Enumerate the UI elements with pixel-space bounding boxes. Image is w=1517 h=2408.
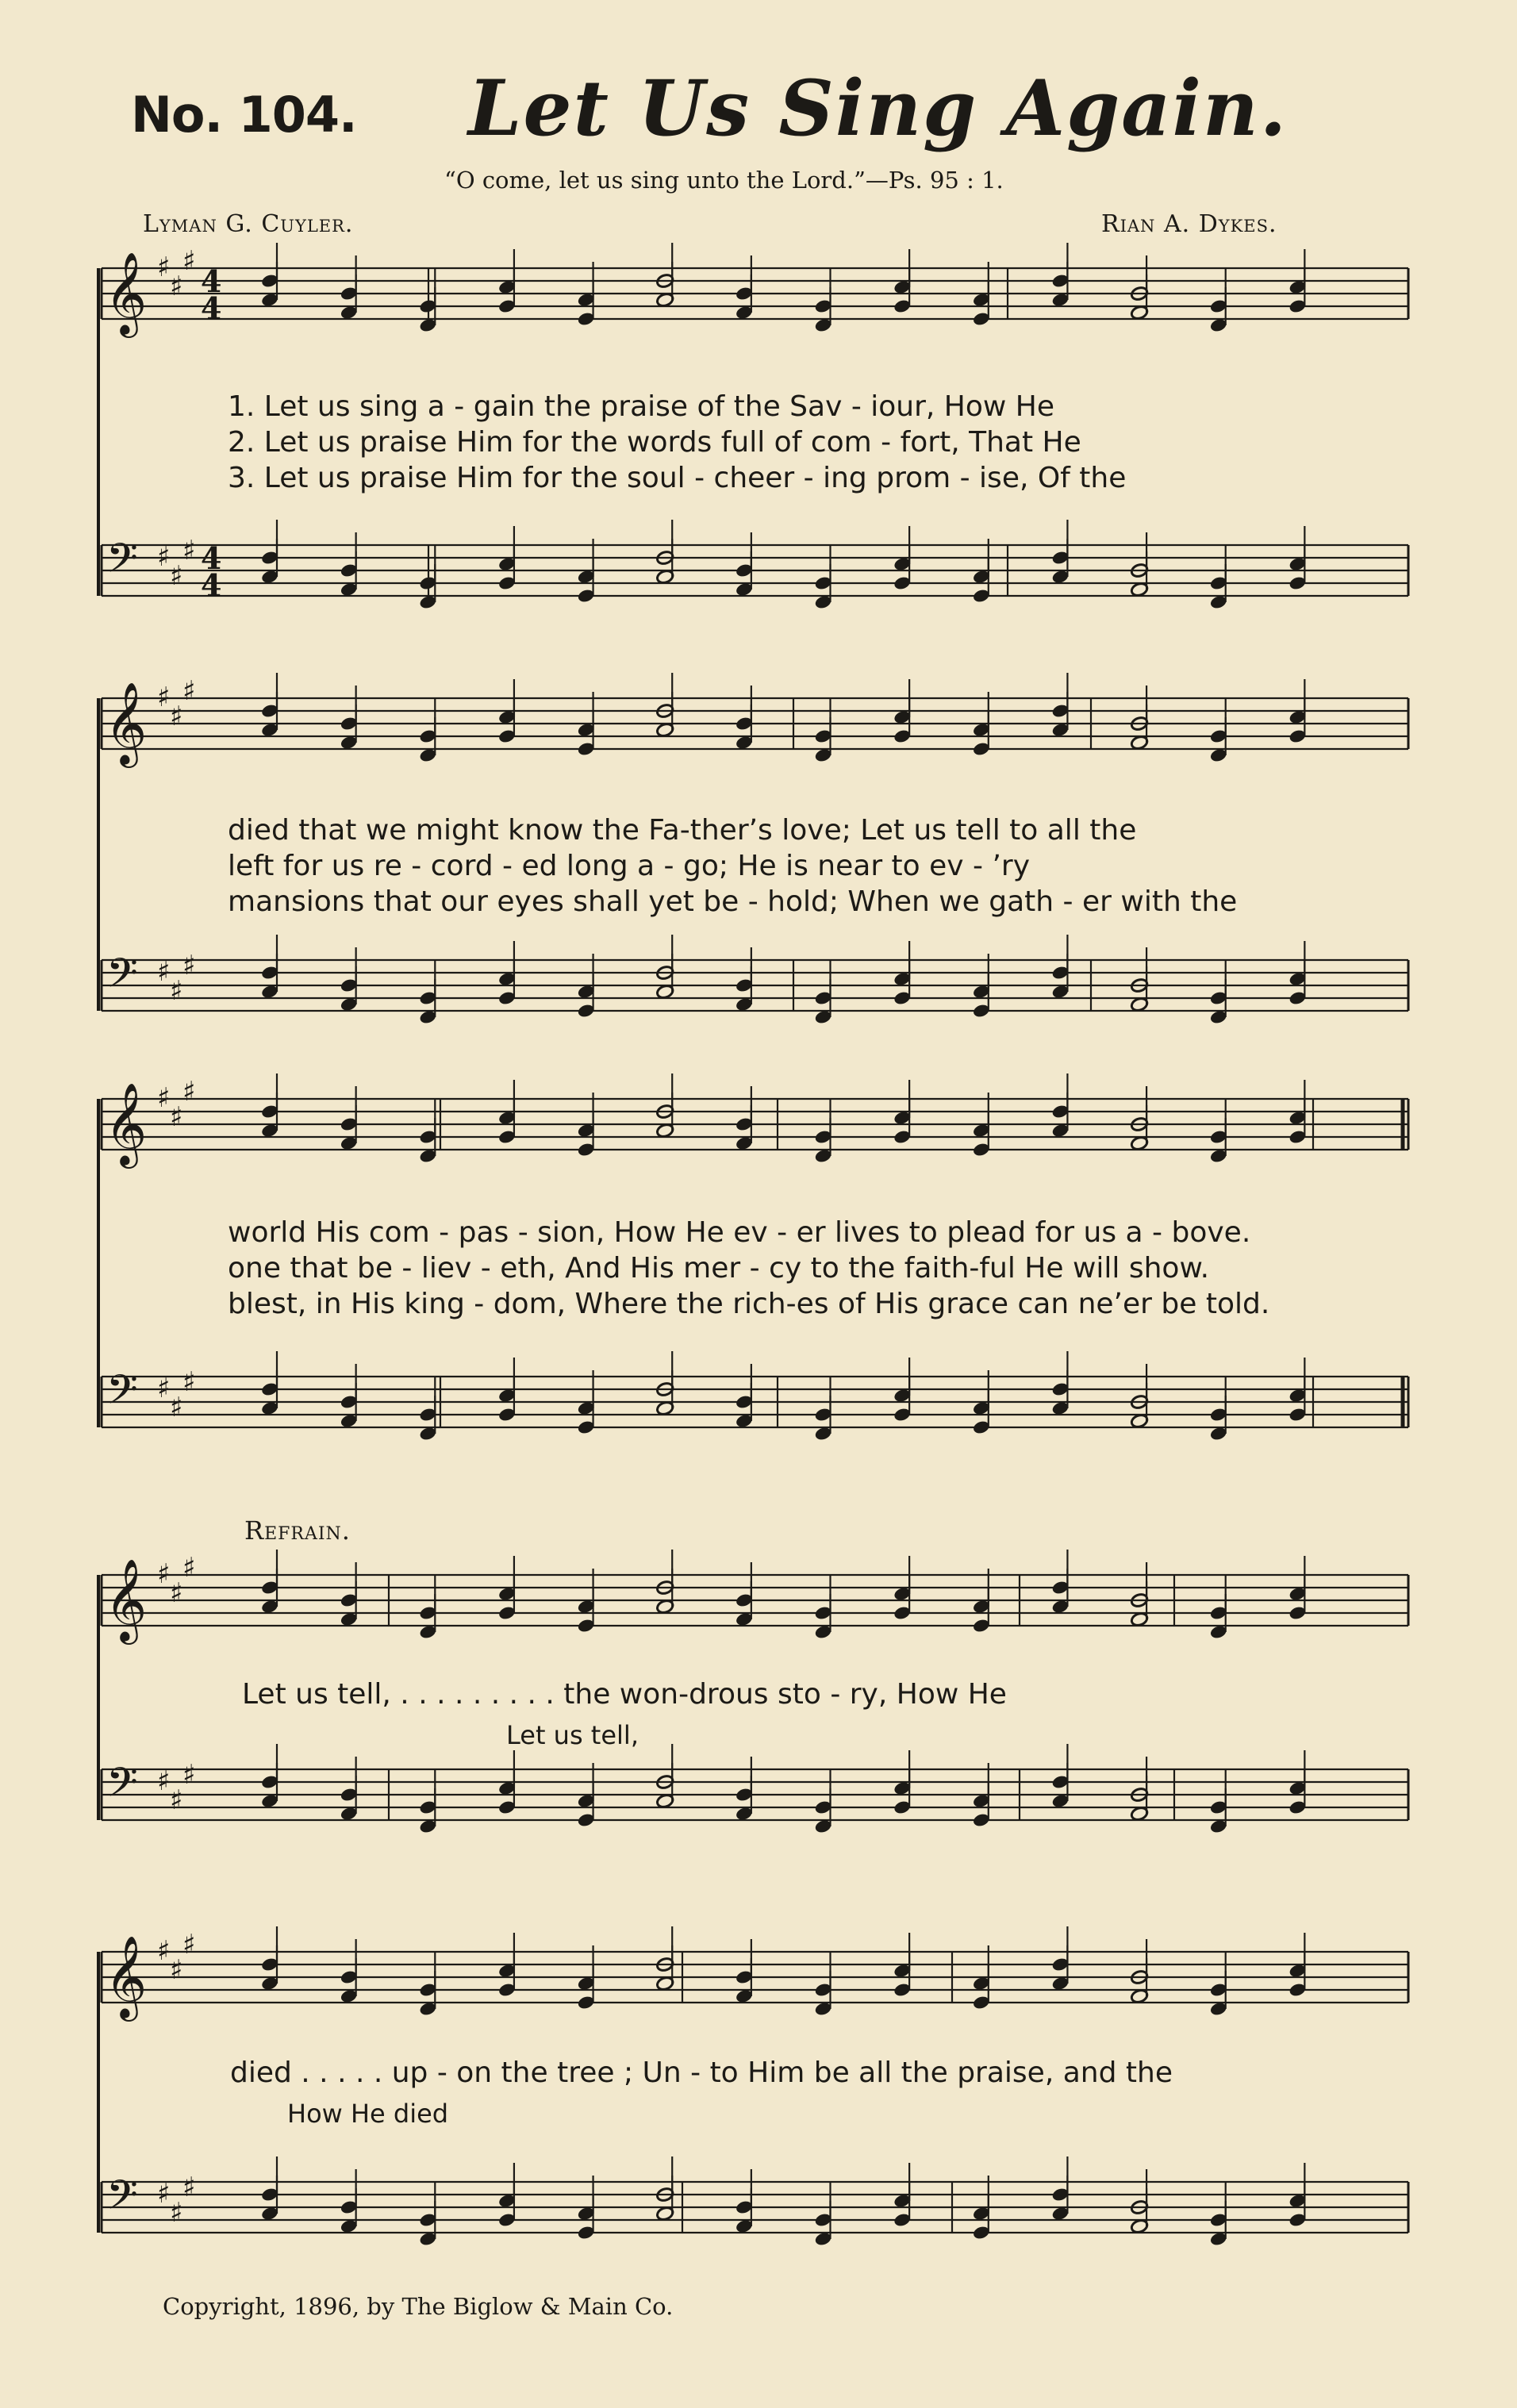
refrain-soprano-lyric: Let us tell, . . . . . . . . . the won-drous sto - ry, How He [242, 1678, 1007, 1711]
system3-verse2: one that be - liev - eth, And His mer - cy to the faith-ful He will show. [228, 1252, 1210, 1285]
staff-symbol: ♯ [170, 701, 183, 732]
hymn-title: Let Us Sing Again. [468, 63, 1288, 153]
staff-symbol: ♯ [170, 1954, 183, 1986]
staff-symbol: ♯ [157, 1558, 171, 1590]
staff-symbol: ♯ [182, 535, 196, 566]
staff-symbol: 𝄞 [105, 682, 148, 765]
system1-verse3: 3. Let us praise Him for the soul - cheer - ing prom - ise, Of the [228, 462, 1127, 494]
staff-symbol: ♯ [157, 1373, 171, 1404]
epigraph: “O come, let us sing unto the Lord.”—Ps. 95 : 1. [444, 167, 1004, 194]
staff-symbol: ♯ [182, 675, 196, 707]
system2-verse2: left for us re - cord - ed long a - go; He is near to ev - ’ry [228, 850, 1031, 882]
author-credit: Lyman G. Cuyler. [143, 210, 354, 238]
staff-symbol: ♯ [170, 2197, 183, 2229]
system2-verse3: mansions that our eyes shall yet be - hold; When we gath - er with the [228, 885, 1238, 918]
staff-symbol: 𝄞 [105, 252, 148, 335]
staff-symbol: ♯ [157, 252, 171, 283]
staff-symbol: ♯ [157, 2178, 171, 2210]
staff-symbol: ♯ [170, 1392, 183, 1423]
refrain-soprano-lyric-2: died . . . . . up - on the tree ; Un - to Him be all the praise, and the [230, 2057, 1173, 2089]
staff-symbol: ♯ [157, 1082, 171, 1114]
staff-symbol: ♯ [170, 975, 183, 1007]
staff-symbol: ♯ [182, 1552, 196, 1584]
staff-symbol: ♯ [157, 682, 171, 713]
staff-symbol: ♯ [182, 1076, 196, 1108]
staff-symbol: ♯ [182, 950, 196, 981]
system2-verse1: died that we might know the Fa-ther’s love; Let us tell to all the [228, 814, 1137, 847]
refrain-bass-lyric-2: How He died [287, 2099, 449, 2129]
staff-symbol: ♯ [170, 1577, 183, 1609]
system3-verse1: world His com - pas - sion, How He ev - er lives to plead for us a - bove. [228, 1216, 1251, 1249]
staff-symbol: 𝄢 [106, 2171, 138, 2229]
system1-verse2: 2. Let us praise Him for the words full of com - fort, That He [228, 426, 1081, 459]
refrain-label: Refrain. [244, 1515, 351, 1546]
staff-symbol: ♯ [170, 271, 183, 302]
staff-symbol: 4 [201, 263, 222, 299]
copyright-notice: Copyright, 1896, by The Biglow & Main Co. [163, 2293, 674, 2320]
staff-symbol: 𝄢 [106, 1758, 138, 1816]
staff-symbol: 𝄢 [106, 534, 138, 592]
system3-verse3: blest, in His king - dom, Where the rich-es of His grace can ne’er be told. [228, 1288, 1270, 1320]
staff-symbol: ♯ [157, 541, 171, 573]
staff-symbol: 𝄢 [106, 949, 138, 1007]
staff-symbol: ♯ [182, 2172, 196, 2203]
staff-symbol: ♯ [170, 1101, 183, 1133]
staff-symbol: ♯ [182, 1929, 196, 1961]
staff-symbol: 𝄞 [105, 1558, 148, 1642]
staff-symbol: ♯ [157, 956, 171, 988]
system1-verse1: 1. Let us sing a - gain the praise of the Sav - iour, How He [228, 390, 1054, 423]
staff-symbol: 4 [201, 567, 222, 603]
staff-symbol: 𝄞 [105, 1935, 148, 2018]
composer-credit: Rian A. Dykes. [1101, 210, 1277, 238]
staff-symbol: 4 [201, 540, 222, 576]
staff-symbol: ♯ [157, 1935, 171, 1967]
staff-symbol: ♯ [182, 1759, 196, 1791]
staff-symbol: 𝄢 [106, 1365, 138, 1423]
staff-symbol: 4 [201, 290, 222, 326]
staff-symbol: ♯ [157, 1765, 171, 1797]
hymn-number: No. 104. [131, 86, 357, 144]
staff-symbol: ♯ [182, 245, 196, 277]
staff-symbol: 𝄞 [105, 1082, 148, 1166]
staff-symbol: ♯ [170, 560, 183, 592]
refrain-bass-lyric: Let us tell, [506, 1720, 639, 1750]
staff-symbol: ♯ [170, 1784, 183, 1816]
staff-symbol: ♯ [182, 1366, 196, 1398]
